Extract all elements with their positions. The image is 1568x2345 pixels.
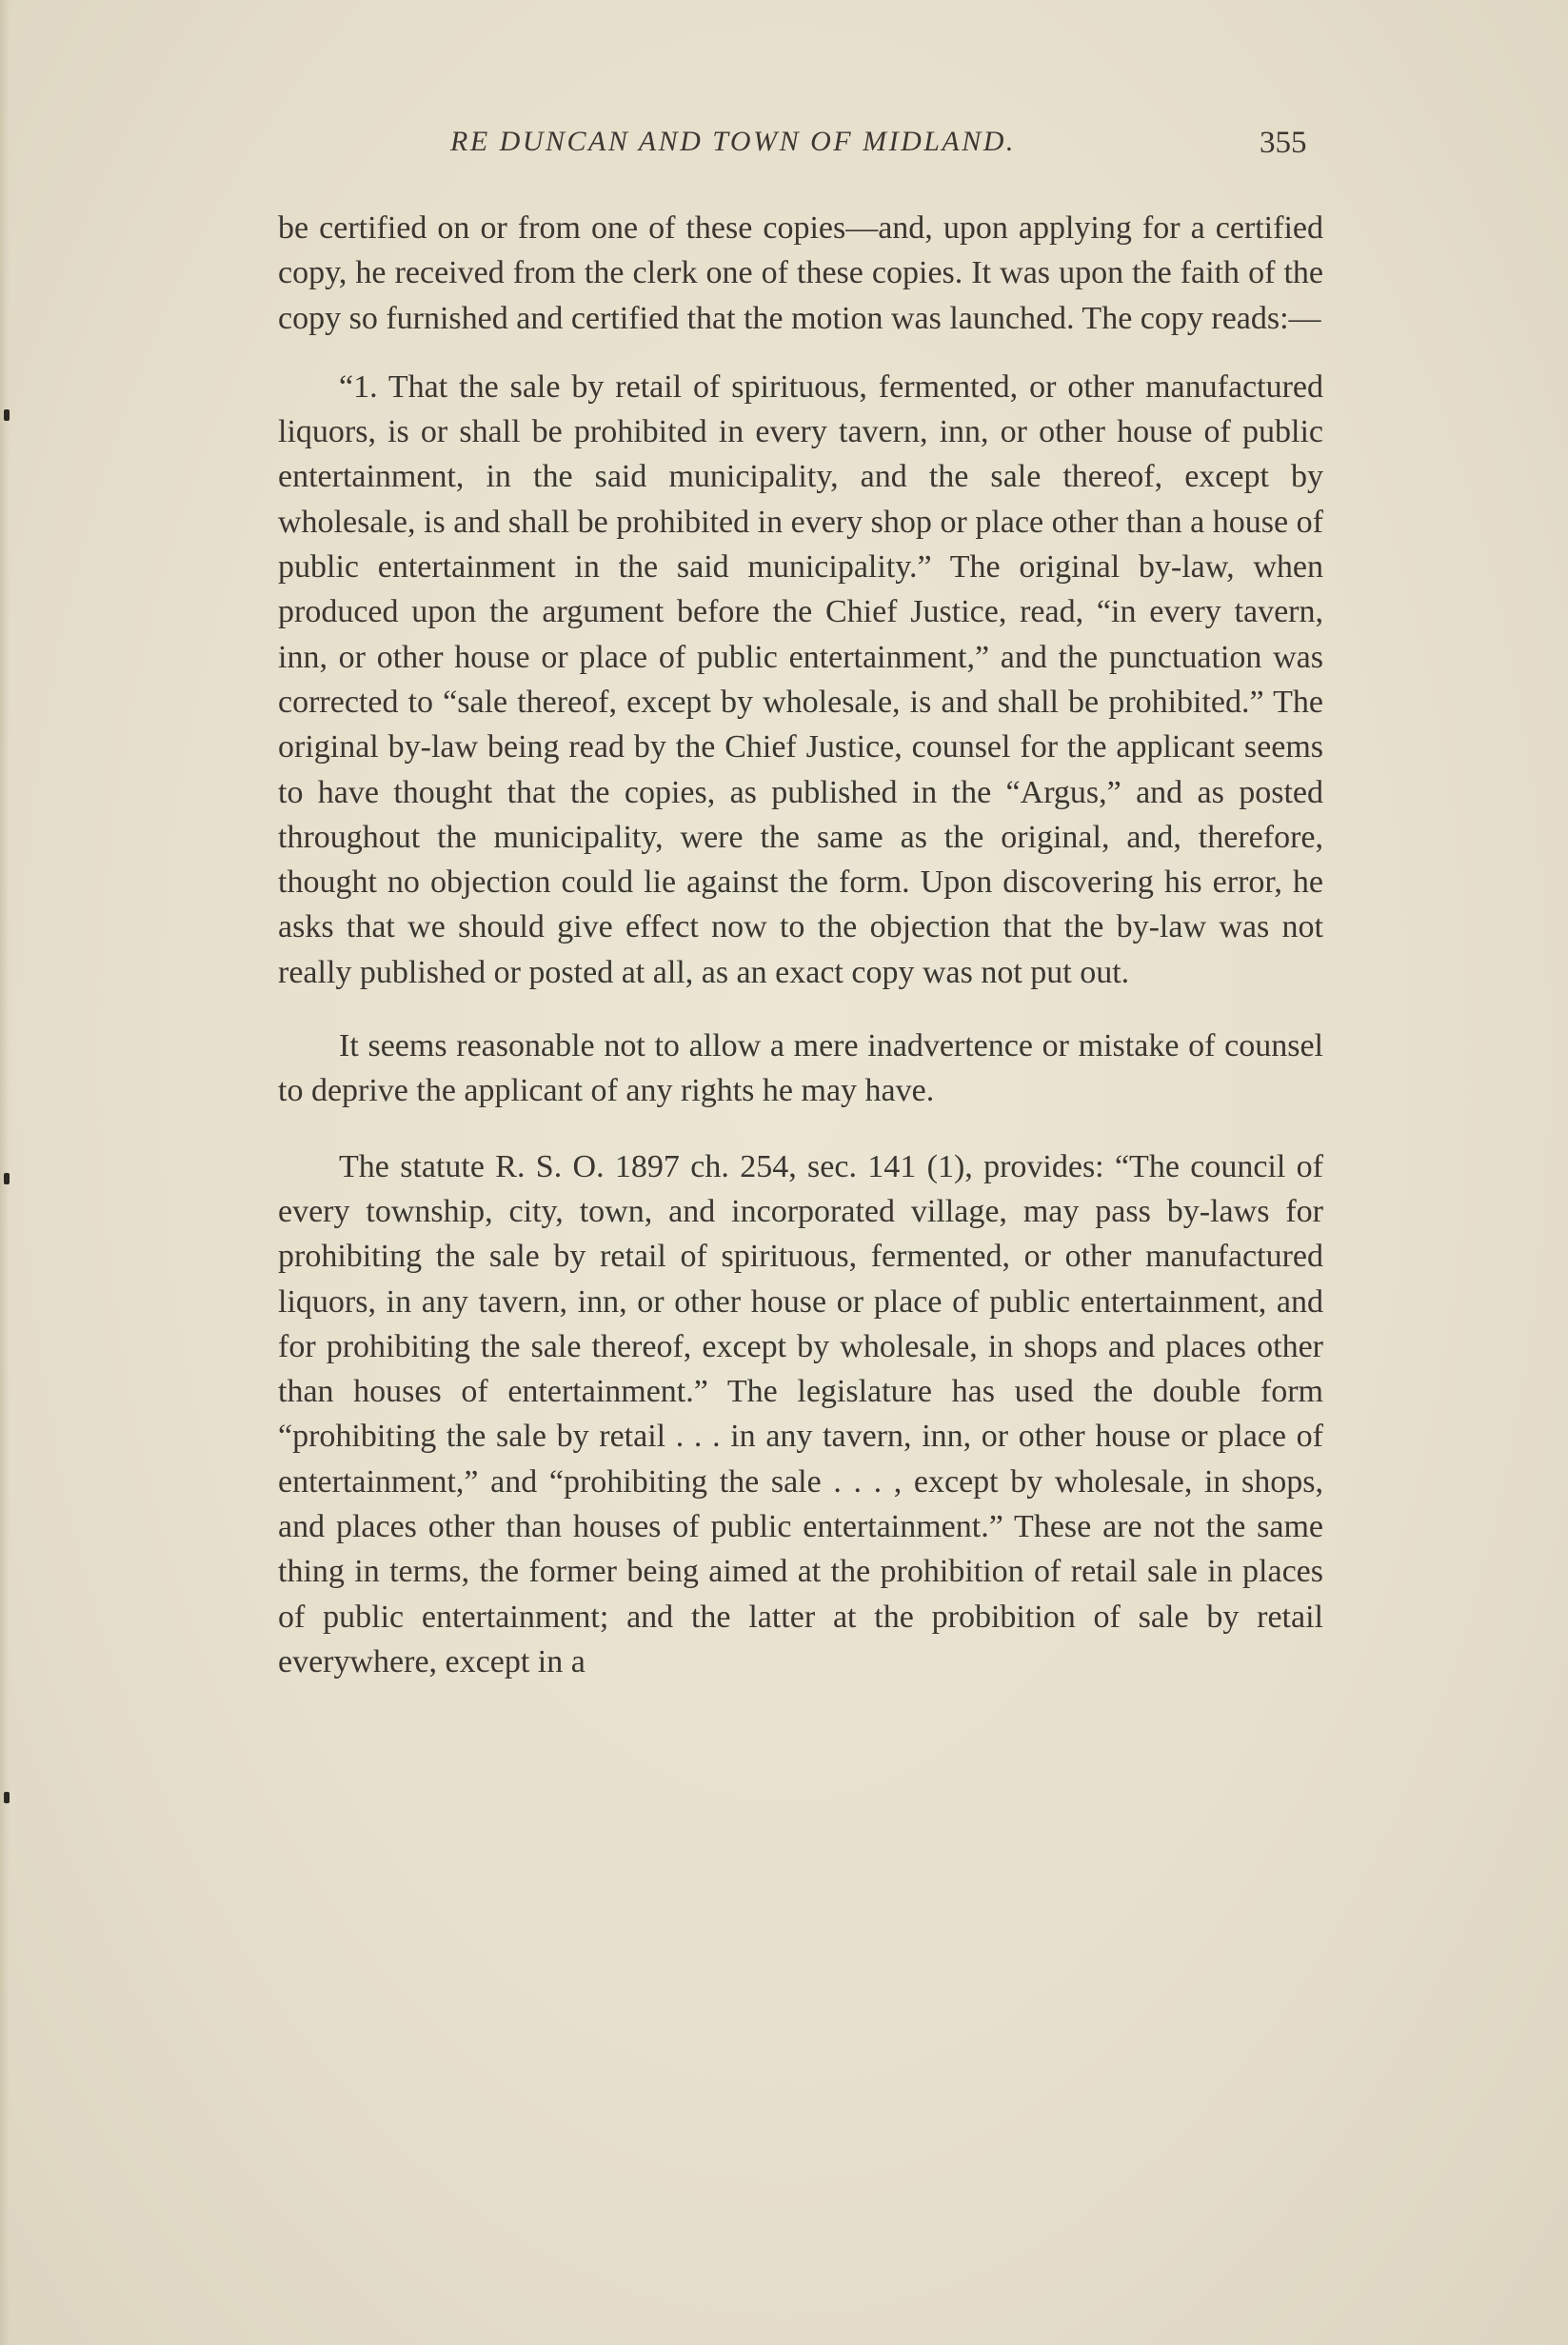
paragraph-bylaw-quote: “1. That the sale by retail of spirituous, fermented, or other manufactured liquors, is or shall be prohibited in every tavern, inn, or other house of public entertainment, in the said municipality, and the sale thereof, except by wholesale, is and shall be prohibited in every shop or place other than a house of public entertainment in the said municipality.” The original by-law, when produced upon the argument before the Chief Justice, read, “in every tavern, inn, or other house or place of public entertainment,” and the punctuation was corrected to “sale thereof, except by wholesale, is and shall be prohibited.” The original by-law being read by the Chief Justice, counsel for the applicant seems to have thought that the copies, as published in the “Argus,” and as posted throughout the municipality, were the same as the original, and, therefore, thought no objection could lie against the form. Upon discovering his error, he asks that we should give effect now to the objection that the by-law was not really published or posted at all, as an exact copy was not put out.: [278, 368, 1323, 990]
body-text: [278, 206, 1323, 1684]
running-header: [276, 122, 1323, 179]
paragraph-inadvertence: It seems reasonable not to allow a mere inadvertence or mistake of counsel to deprive the applicant of any rights he may have.: [278, 1028, 1323, 1109]
running-title: RE DUNCAN AND TOWN OF MIDLAND.: [450, 126, 1016, 157]
margin-mark: [4, 1173, 10, 1184]
margin-mark: [4, 409, 10, 421]
paragraph-statute: The statute R. S. O. 1897 ch. 254, sec. 141 (1), provides: “The council of every township, city, town, and incorporated village, may pass by-laws for prohibiting the sale by retail of spirituous, fermented, or other manufactured liquors, in any tavern, inn, or other house or place of public entertainment, and for prohibiting the sale thereof, except by wholesale, in shops and places other than houses of entertainment.” The legislature has used the double form “prohibiting the sale by retail . . . in any tavern, inn, or other house or place of entertainment,” and “prohibiting the sale . . . , except by wholesale, in shops, and places other than houses of public entertainment.” These are not the same thing in terms, the former being aimed at the prohibition of retail sale in places of public entertainment; and the latter at the probibition of sale by retail everywhere, except in a: [278, 1148, 1323, 1679]
margin-mark: [4, 1792, 10, 1803]
page-number: 355: [1260, 126, 1307, 160]
paragraph-continuation: be certified on or from one of these copies—and, upon applying for a certified copy, he received from the clerk one of these copies. It was upon the faith of the copy so furnished and certified that the motion was launched. The copy reads:—: [278, 210, 1323, 336]
